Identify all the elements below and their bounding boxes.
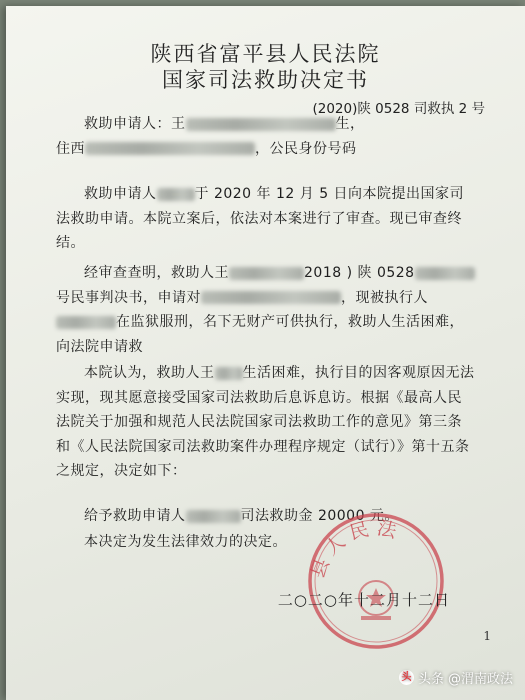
applicant-text-d: ，公民身份号码 [255, 140, 357, 157]
effect-paragraph: 本决定为发生法律效力的决定。 [84, 534, 287, 550]
application-paragraph [56, 182, 476, 256]
case-number: (2020)陕 0528 司救执 2 号 [312, 101, 485, 117]
court-name-title: 陕西省富平县人民法院 [150, 42, 381, 66]
applicant-text-b: 生， [335, 116, 365, 132]
redacted-block [201, 291, 341, 304]
application-text-b: 于 2020 年 12 月 5 日向本院提出国家司法救助申请。本院立案后，依法对本案进行了审查。现已审查终结。 [56, 186, 465, 251]
opinion-paragraph [56, 361, 476, 484]
decision-date: 二○二○年十二月十二日 [277, 591, 450, 609]
application-text-a: 救助申请人 [84, 186, 157, 202]
findings-text-d: ，现被执行人 [341, 289, 428, 306]
watermark-prefix: 头条 [417, 672, 444, 687]
applicant-text-a: 救助申请人：王 [84, 116, 186, 132]
redacted-block [415, 267, 475, 280]
court-seal-stamp [301, 506, 451, 656]
redacted-block [186, 510, 241, 523]
document-page [6, 6, 525, 700]
findings-text-c: 号民事判决书，申请对 [56, 289, 201, 306]
decision-text-b: 司法救助金 20000 元。 [240, 508, 399, 524]
applicant-text-c: 住西 [56, 140, 85, 157]
redacted-block [157, 188, 195, 201]
redacted-block [215, 367, 243, 380]
decision-text-a: 给予救助申请人 [84, 508, 186, 524]
watermark-handle: @渭南政法 [447, 672, 513, 687]
applicant-paragraph [56, 112, 476, 161]
redacted-block [56, 316, 116, 329]
svg-text:县人民法: 县人民法 [306, 517, 405, 582]
redacted-block [85, 142, 255, 155]
page-number: 1 [483, 629, 491, 643]
findings-text-e: 在监狱服刑，名下无财产可供执行，救助人生活困难，向法院申请救 [56, 314, 464, 355]
opinion-text-a: 本院认为，救助人王 [84, 365, 215, 381]
redacted-block [186, 118, 336, 131]
document-type-title: 国家司法救助决定书 [162, 68, 369, 92]
findings-text-a: 经审查查明，救助人王 [84, 265, 229, 281]
redacted-block [229, 267, 304, 280]
toutiao-icon: 头 [399, 670, 414, 685]
findings-text-b: 2018 ) 陕 0528 [304, 265, 415, 281]
opinion-text-b: 生活困难，执行目的因客观原因无法实现，现其愿意接受国家司法救助后息诉息访。根据《最高人民法院关于加强和规范人民法院国家司法救助工作的意见》第三条和《人民法院国家司法救助案件办理程序规定（试行）》第十五条之规定，决定如下： [56, 365, 475, 479]
source-watermark [399, 668, 513, 687]
findings-paragraph [56, 261, 476, 359]
